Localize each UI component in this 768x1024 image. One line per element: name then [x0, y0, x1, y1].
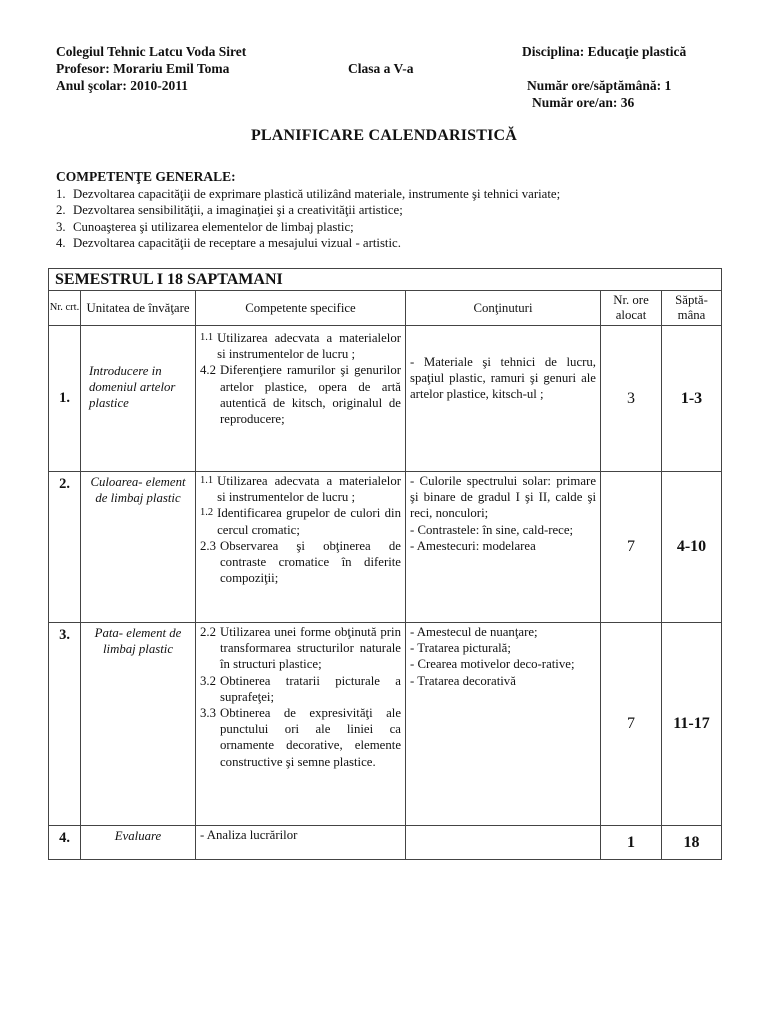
content-item: - Tratarea decorativă [410, 673, 516, 688]
school-name: Colegiul Tehnic Latcu Voda Siret [56, 44, 247, 59]
teacher-name: Profesor: Morariu Emil Toma [56, 61, 230, 76]
row-hours: 7 [601, 472, 662, 623]
discipline-label: Disciplina: Educaţie plastică [522, 44, 687, 59]
competence-code: 1.1 [200, 332, 214, 343]
row-hours: 1 [601, 826, 662, 860]
class-label: Clasa a V-a [348, 61, 414, 76]
list-item-number: 1. [56, 187, 66, 201]
list-item-text: Cunoaşterea şi utilizarea elementelor de limbaj plastic; [73, 219, 354, 234]
row-competences [196, 623, 406, 826]
list-item-number: 4. [56, 235, 66, 250]
content-item: - Crearea motivelor deco-rative; [410, 657, 575, 672]
row-hours: 3 [601, 326, 662, 472]
semester-heading: SEMESTRUL I 18 SAPTAMANI [49, 269, 722, 291]
competence-item [200, 473, 401, 505]
page-title: PLANIFICARE CALENDARISTICĂ [250, 127, 518, 144]
row-contents [406, 623, 601, 826]
row-hours: 7 [601, 623, 662, 826]
content-item: - Amestecul de nuanţare; [410, 625, 538, 639]
competence-code: 2.2 [200, 625, 216, 639]
row-unit: Introducere in domeniul artelor plastice [81, 326, 196, 472]
header-unit: Unitatea de învăţare [81, 291, 196, 326]
hours-per-week: Număr ore/săptămână: 1 [527, 78, 672, 93]
competence-item [200, 673, 401, 705]
row-number: 3. [49, 623, 81, 826]
row-contents [406, 326, 601, 472]
competence-code: 2.3 [200, 538, 216, 553]
competence-item [200, 705, 401, 770]
row-week: 4-10 [662, 472, 722, 623]
competence-item [200, 624, 401, 673]
competence-text: Observarea şi obţinerea de contraste cromatice în diferite compoziţii; [220, 538, 401, 586]
list-item [56, 186, 560, 202]
header-contents: Conţinuturi [406, 291, 601, 326]
hours-per-year: Număr ore/an: 36 [532, 95, 635, 110]
competence-text: Obtinerea tratarii picturale a suprafeţei; [220, 673, 401, 704]
list-item-text: Dezvoltarea capacităţii de exprimare plastică utilizând materiale, instrumente şi tehnici variate; [73, 187, 561, 201]
list-item [56, 202, 560, 218]
competence-item [200, 505, 401, 537]
competence-item [200, 538, 401, 587]
header-week: Săptă-mâna [662, 291, 722, 326]
header-nr: Nr. crt. [49, 291, 81, 326]
content-item: - Materiale şi tehnici de lucru, spaţiul plastic, ramuri şi genuri ale artelor plastice, kitsch-ul ; [410, 355, 596, 402]
list-item-number: 2. [56, 203, 66, 218]
list-item [56, 235, 560, 251]
row-unit: Pata- element de limbaj plastic [81, 623, 196, 826]
header-competences: Competente specifice [196, 291, 406, 326]
list-item-text: Dezvoltarea sensibilităţii, a imaginaţiei şi a creativităţii artistice; [73, 203, 403, 218]
competence-code: 3.2 [200, 673, 216, 688]
competence-code: 1.2 [200, 507, 214, 519]
row-number: 4. [49, 826, 81, 860]
competence-text: Diferenţiere ramurilor şi genurilor artelor plastice, opera de artă autentică de kitsch, originalul de reproducere; [220, 363, 401, 427]
table-row [49, 623, 722, 826]
row-unit: Culoarea- element de limbaj plastic [81, 472, 196, 623]
list-item-text: Dezvoltarea capacităţii de receptare a mesajului vizual - artistic. [73, 235, 401, 250]
row-competences: - Analiza lucrărilor [196, 826, 406, 860]
competence-text: Obtinerea de expresivităţi ale punctului ori ale liniei ca ornamente decorative, elemente constructive şi semne plastice. [220, 706, 401, 769]
row-number: 1. [49, 326, 81, 472]
competence-code: 3.3 [200, 706, 216, 721]
competence-item [200, 330, 401, 362]
row-unit: Evaluare [81, 826, 196, 860]
header-hours: Nr. ore alocat [601, 291, 662, 326]
school-year: Anul şcolar: 2010-2011 [56, 78, 189, 93]
row-contents [406, 826, 601, 860]
content-item: - Contrastele: în sine, cald-rece; [410, 522, 574, 537]
row-competences [196, 472, 406, 623]
list-item-number: 3. [56, 219, 66, 234]
content-item: - Culorile spectrului solar: primare şi binare de gradul I şi II, calde şi reci, nonculori; [410, 474, 596, 521]
general-competences-list [56, 186, 560, 251]
row-number: 2. [49, 472, 81, 623]
table-row [49, 826, 722, 860]
row-week: 1-3 [662, 326, 722, 472]
planning-table [48, 268, 722, 860]
row-competences [196, 326, 406, 472]
general-competences-heading: COMPETENŢE GENERALE: [56, 169, 236, 184]
competence-text: Identificarea grupelor de culori din cercul cromatic; [217, 506, 401, 537]
row-week: 11-17 [662, 623, 722, 826]
row-week: 18 [662, 826, 722, 860]
content-item: - Amestecuri: modelarea [410, 538, 536, 553]
list-item [56, 219, 560, 235]
competence-code: 1.1 [200, 475, 214, 486]
table-row [49, 326, 722, 472]
competence-text: Utilizarea unei forme obţinută prin transformarea structurilor naturale în structuri plastice; [220, 625, 401, 672]
competence-code: 4.2 [200, 363, 216, 378]
content-item: - Tratarea picturală; [410, 641, 511, 656]
competence-item [200, 362, 401, 427]
row-contents [406, 472, 601, 623]
competence-text: Utilizarea adecvata a materialelor si instrumentelor de lucru ; [217, 474, 401, 505]
competence-text: Utilizarea adecvata a materialelor si instrumentelor de lucru ; [217, 331, 401, 362]
table-row [49, 472, 722, 623]
